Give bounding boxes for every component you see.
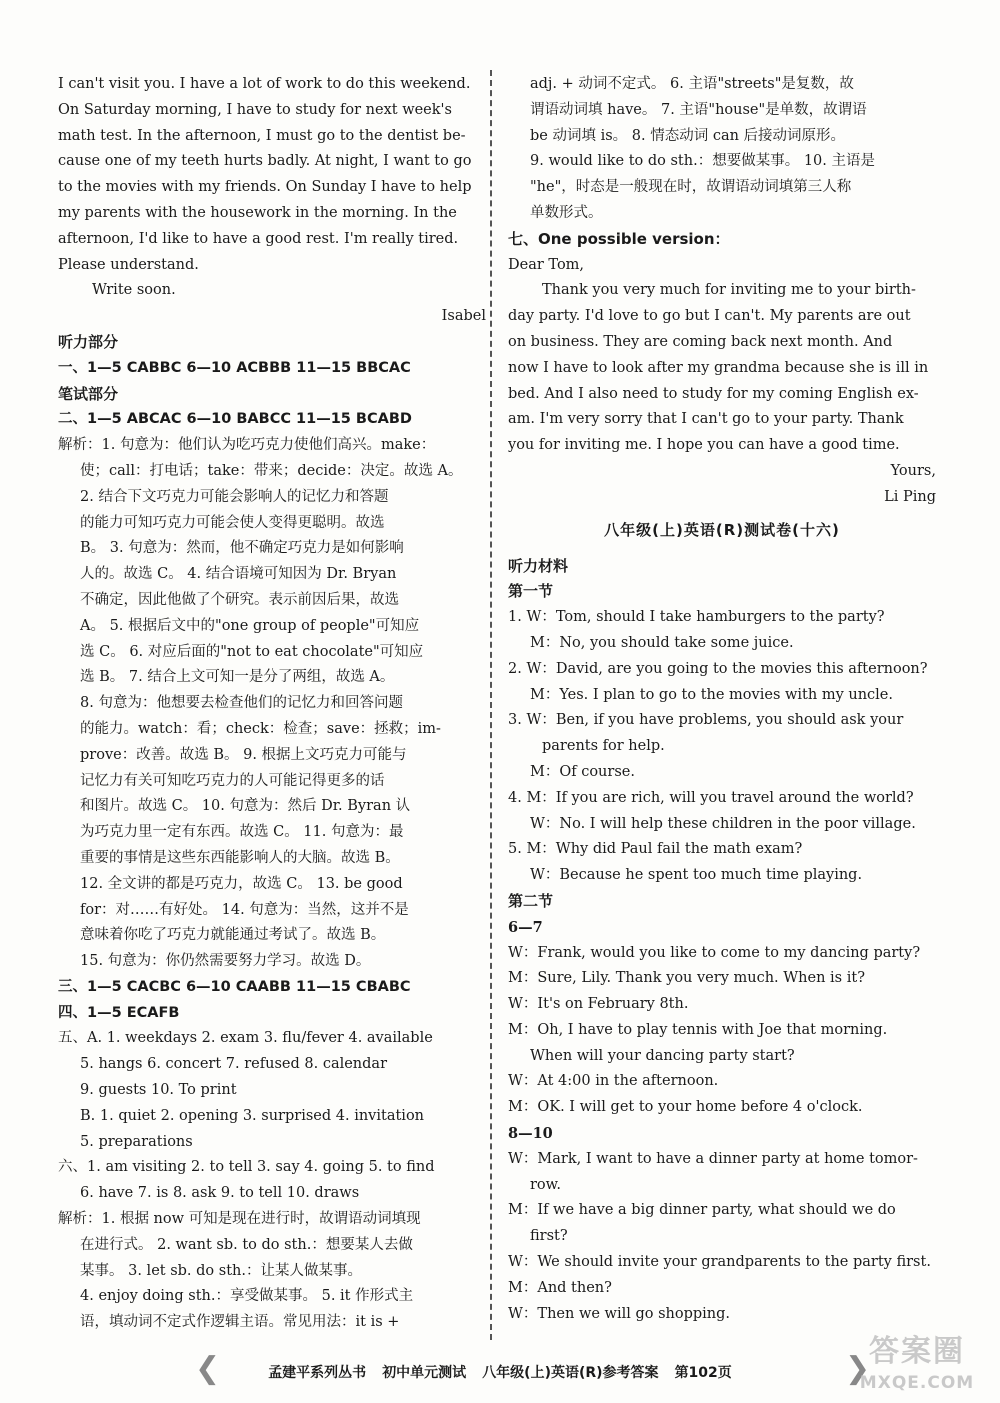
listening-answers: 一、1—5 CABBC 6—10 ACBBB 11—15 BBCAC	[58, 359, 411, 376]
dialogue-line: M：And then?	[508, 1279, 612, 1296]
explanation-line: 使；call：打电话；take：带来；decide：决定。故选 A。	[80, 462, 463, 479]
part-2-heading: 第二节	[508, 891, 554, 910]
reply-line: Thank you very much for inviting me to your birth-	[542, 282, 916, 299]
test-title: 八年级(上)英语(R)测试卷(十六)	[604, 520, 840, 539]
dialogue-line: M：Of course.	[530, 763, 635, 780]
explanation-line: 选 B。 7. 结合上文可知一是分了两组，故选 A。	[80, 669, 395, 686]
group-6-7-label: 6—7	[508, 918, 543, 936]
dialogue-8-10	[508, 1147, 936, 1328]
explanation-line: 重要的事情是这些东西能影响人的大脑。故选 B。	[80, 849, 400, 866]
section-2-explanation	[58, 433, 486, 975]
footer-page-number: 第102页	[674, 1365, 732, 1381]
dialogue-line: W：No. I will help these children in the poor village.	[530, 815, 916, 832]
explanation-line: 4. enjoy doing sth.：享受做某事。 5. it 作形式主	[80, 1288, 414, 1305]
letter-line: to the movies with my friends. On Sunday I have to help	[58, 179, 472, 196]
dialogue-line: W：We should invite your grandparents to the party first.	[508, 1254, 931, 1271]
reply-salutation: Dear Tom,	[508, 256, 585, 273]
reply-line: bed. And I also need to study for my coming English ex-	[508, 385, 919, 402]
dialogue-line: W：Mark, I want to have a dinner party at home tomor-	[508, 1150, 918, 1167]
dialogue-line: W：At 4:00 in the afternoon.	[508, 1073, 719, 1090]
explanation-continued	[508, 72, 936, 227]
reply-yours: Yours,	[890, 462, 936, 479]
explanation-line: 8. 句意为：他想要去检查他们的记忆力和回答问题	[80, 695, 403, 712]
letter-line: afternoon, I'd like to have a good rest. I'm really tired.	[58, 230, 459, 247]
explanation-line: 意味着你吃了巧克力就能通过考试了。故选 B。	[80, 927, 386, 944]
dialogue-line: first?	[530, 1228, 568, 1245]
reply-line: now I have to look after my grandma because she is ill in	[508, 359, 929, 376]
chevron-right-icon: ❯	[845, 1351, 871, 1386]
explanation-line: 的能力可知巧克力可能会使人变得更聪明。故选	[80, 514, 385, 531]
letter-line: I can't visit you. I have a lot of work to do this weekend.	[58, 76, 471, 92]
explanation-line: 15. 句意为：你仍然需要努力学习。故选 D。	[80, 953, 371, 970]
group-8-10-label: 8—10	[508, 1125, 553, 1143]
explanation-line: 12. 全文讲的都是巧克力，故选 C。 13. be good	[80, 875, 403, 892]
listening-materials-heading: 听力材料	[508, 556, 569, 575]
explanation-line: 和图片。故选 C。 10. 句意为：然后 Dr. Byran 认	[80, 798, 411, 815]
dialogue-line: 4. M：If you are rich, will you travel around the world?	[508, 789, 914, 806]
section-4-answers: 四、1—5 ECAFB	[58, 1004, 180, 1021]
answer-line: 5. preparations	[80, 1133, 193, 1150]
left-column	[58, 72, 486, 1336]
explanation-line: 的能力。watch：看；check：检查；save：拯救；im-	[80, 720, 441, 737]
letter-closing: Write soon.	[92, 282, 176, 299]
section-6-answers	[58, 1155, 486, 1207]
reply-line: you for inviting me. I hope you can have a good time.	[508, 437, 900, 454]
explanation-line: 语，填动词不定式作逻辑主语。常见用法：it is +	[80, 1314, 400, 1331]
reply-line: day party. I'd love to go but I can't. My parents are out	[508, 308, 911, 325]
explanation-line: be 动词填 is。 8. 情态动词 can 后接动词原形。	[530, 127, 846, 144]
part-1-heading: 第一节	[508, 582, 554, 601]
dialogue-line: parents for help.	[542, 738, 665, 755]
dialogue-line: M：Sure, Lily. Thank you very much. When is it?	[508, 970, 865, 987]
letter-line: my parents with the housework in the morning. In the	[58, 204, 457, 221]
dialogue-line: 3. W：Ben, if you have problems, you should ask your	[508, 712, 904, 729]
written-heading: 笔试部分	[58, 384, 119, 403]
letter-line: On Saturday morning, I have to study for next week's	[58, 101, 452, 118]
watermark-top-text: 答案圈	[869, 1334, 965, 1369]
footer-book: 初中单元测试	[382, 1365, 467, 1381]
dialogue-line: When will your dancing party start?	[530, 1047, 795, 1064]
explanation-line: "he"，时态是一般现在时，故谓语动词填第三人称	[530, 179, 852, 196]
answer-line: 六、1. am visiting 2. to tell 3. say 4. going 5. to find	[58, 1159, 435, 1176]
dialogue-line: M：Yes. I plan to go to the movies with my uncle.	[530, 686, 893, 703]
answer-line: 6. have 7. is 8. ask 9. to tell 10. draws	[80, 1185, 360, 1202]
answer-line: 9. guests 10. To print	[80, 1082, 237, 1099]
dialogue-line: 1. W：Tom, should I take hamburgers to the party?	[508, 609, 885, 626]
dialogue-line: W：It's on February 8th.	[508, 996, 689, 1013]
reply-line: on business. They are coming back next month. And	[508, 333, 893, 350]
explanation-line: for：对……有好处。 14. 句意为：当然，这并不是	[80, 901, 409, 918]
explanation-line: B。 3. 句意为：然而，他不确定巧克力是如何影响	[80, 540, 404, 557]
section-5-answers	[58, 1026, 486, 1155]
right-column	[508, 72, 936, 1327]
dialogue-line: W：Frank, would you like to come to my dancing party?	[508, 944, 921, 961]
letter-line: cause one of my teeth hurts badly. At night, I want to go	[58, 153, 472, 170]
reply-sender: Li Ping	[884, 488, 936, 505]
reply-line: am. I'm very sorry that I can't go to your party. Thank	[508, 411, 904, 428]
chevron-left-icon: ❮	[195, 1351, 221, 1386]
section-3-answers: 三、1—5 CACBC 6—10 CAABB 11—15 CBABC	[58, 978, 411, 995]
explanation-line: 人的。故选 C。 4. 结合语境可知因为 Dr. Bryan	[80, 566, 397, 583]
watermark-bottom-text: MXQE.COM	[859, 1373, 975, 1393]
column-divider	[490, 70, 492, 1340]
dialogue-line: M：No, you should take some juice.	[530, 634, 794, 651]
explanation-line: 9. would like to do sth.：想要做某事。 10. 主语是	[530, 153, 875, 170]
section-2-answers: 二、1—5 ABCAC 6—10 BABCC 11—15 BCABD	[58, 411, 412, 428]
dialogue-line: W：Then we will go shopping.	[508, 1305, 731, 1322]
letter-body	[58, 72, 486, 278]
dialogue-line: 2. W：David, are you going to the movies this afternoon?	[508, 660, 928, 677]
footer-grade: 八年级(上)英语(R)参考答案	[482, 1365, 659, 1381]
letter-line: Please understand.	[58, 256, 199, 273]
explanation-line: prove：改善。故选 B。 9. 根据上文巧克力可能与	[80, 746, 407, 763]
explanation-line: 为巧克力里一定有东西。故选 C。 11. 句意为：最	[80, 824, 404, 841]
reply-letter-body	[508, 278, 936, 459]
dialogue-line: 5. M：Why did Paul fail the math exam?	[508, 841, 803, 858]
letter-signature: Isabel	[441, 308, 486, 325]
explanation-line: 单数形式。	[530, 204, 603, 221]
answer-line: 5. hangs 6. concert 7. refused 8. calendar	[80, 1056, 387, 1073]
dialogue-6-7	[508, 941, 936, 1122]
explanation-line: 不确定，因此他做了个研究。表示前因后果，故选	[80, 591, 399, 608]
dialogue-line: row.	[530, 1176, 561, 1193]
explanation-line: 某事。 3. let sb. do sth.：让某人做某事。	[80, 1262, 362, 1279]
dialogue-line: M：If we have a big dinner party, what should we do	[508, 1202, 896, 1219]
dialogue-line: W：Because he spent too much time playing.	[530, 867, 863, 884]
explanation-line: 选 C。 6. 对应后面的"not to eat chocolate"可知应	[80, 643, 424, 660]
section-6-explanation	[58, 1207, 486, 1336]
dialogue-line: M：Oh, I have to play tennis with Joe that morning.	[508, 1021, 888, 1038]
explanation-line: 在进行式。 2. want sb. to do sth.：想要某人去做	[80, 1236, 413, 1253]
footer-series: 孟建平系列丛书	[268, 1365, 367, 1381]
section-7-heading: 七、One possible version：	[508, 229, 730, 248]
explanation-line: adj. + 动词不定式。 6. 主语"streets"是复数，故	[530, 76, 854, 92]
explanation-line: 解析：1. 句意为：他们认为吃巧克力使他们高兴。make：	[58, 437, 436, 454]
explanation-line: 谓语动词填 have。 7. 主语"house"是单数，故谓语	[530, 101, 867, 118]
explanation-line: 2. 结合下文巧克力可能会影响人的记忆力和答题	[80, 488, 389, 505]
explanation-line: 记忆力有关可知吃巧克力的人可能记得更多的话	[80, 772, 385, 789]
answer-line: 五、A. 1. weekdays 2. exam 3. flu/fever 4. available	[58, 1030, 433, 1047]
explanation-line: A。 5. 根据后文中的"one group of people"可知应	[80, 617, 420, 634]
watermark-logo	[842, 1332, 992, 1402]
explanation-line: 解析：1. 根据 now 可知是现在进行时，故谓语动词填现	[58, 1211, 421, 1228]
answer-line: B. 1. quiet 2. opening 3. surprised 4. invitation	[80, 1107, 425, 1124]
listening-heading: 听力部分	[58, 332, 119, 351]
part-1-dialogues	[508, 605, 936, 889]
dialogue-line: M：OK. I will get to your home before 4 o'clock.	[508, 1099, 863, 1116]
letter-line: math test. In the afternoon, I must go to the dentist be-	[58, 127, 466, 144]
